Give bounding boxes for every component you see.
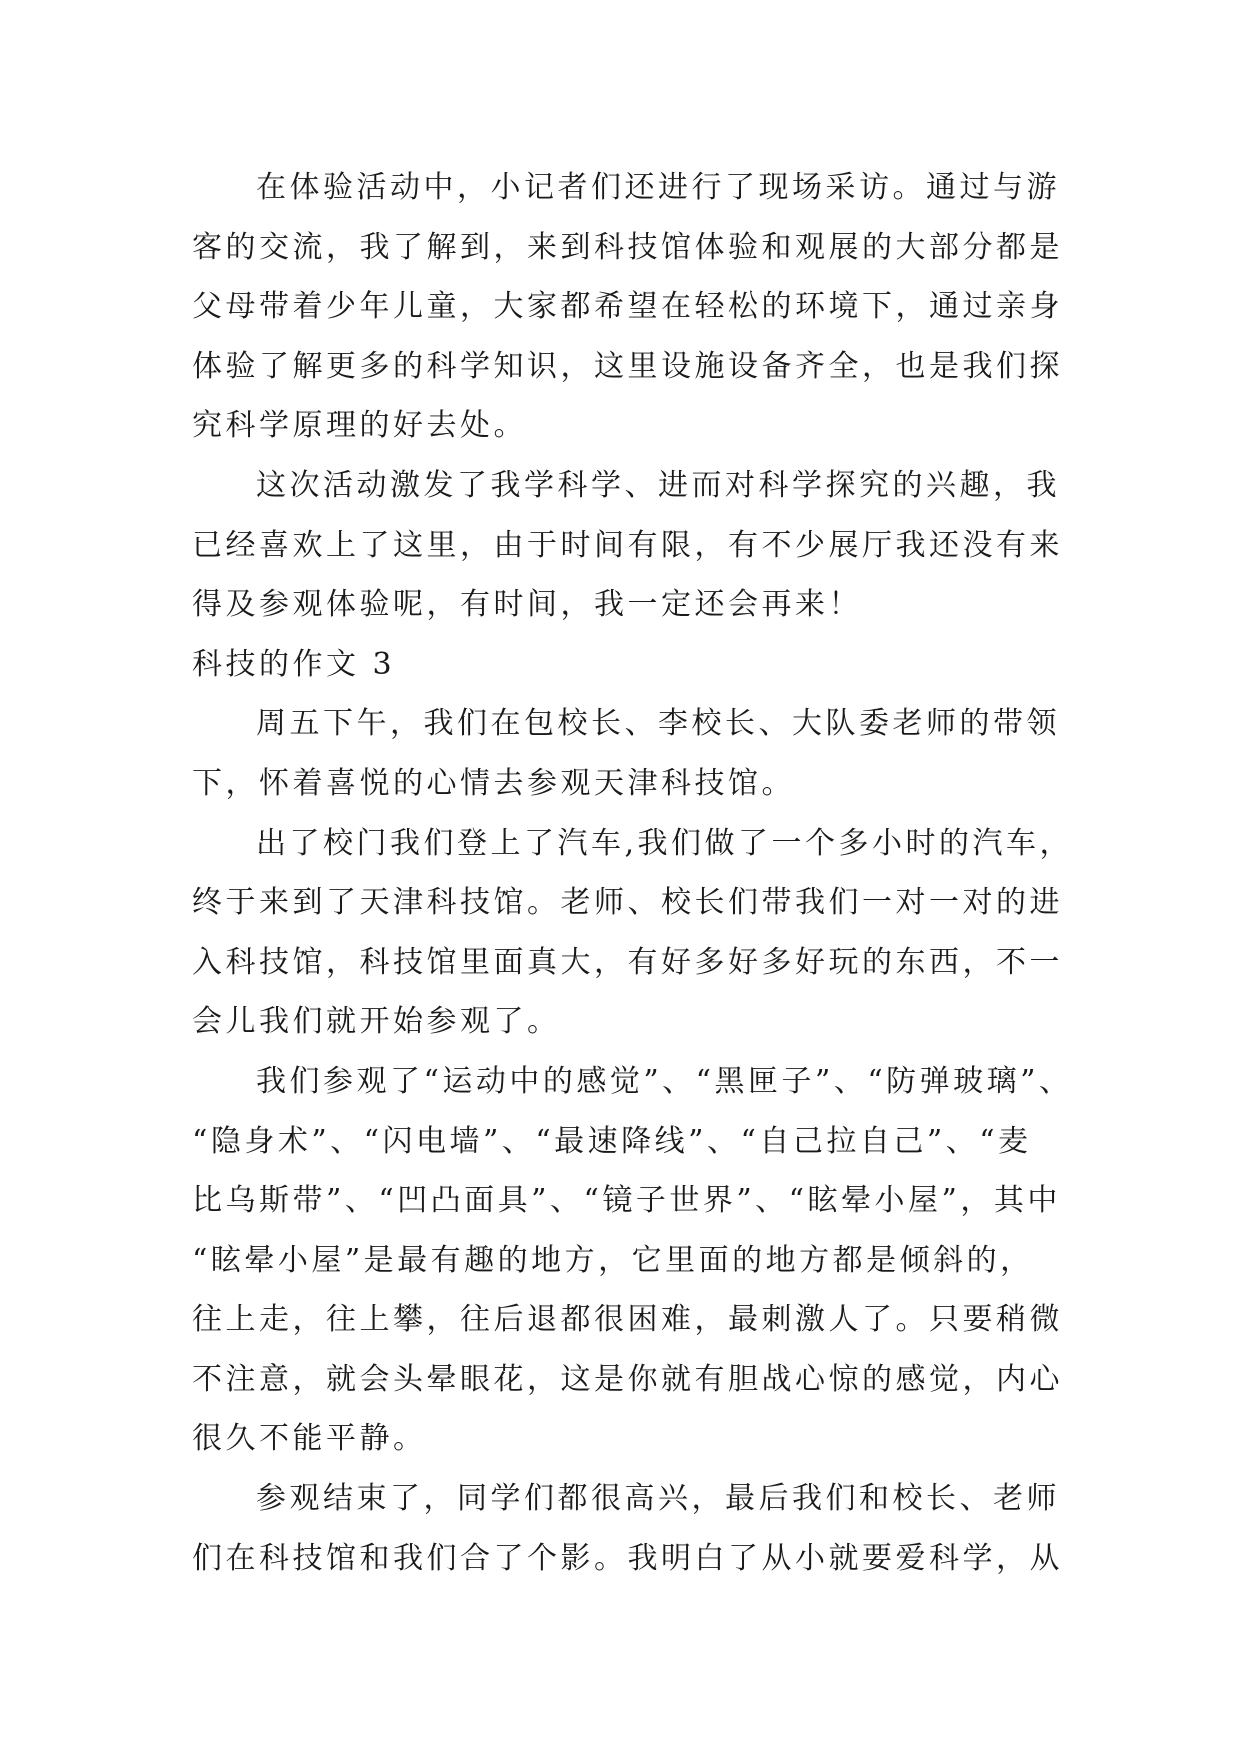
paragraph <box>192 694 1060 813</box>
text-line: 参观结束了，同学们都很高兴，最后我们和校长、老师 <box>256 1481 1060 1517</box>
text-line: 终于来到了天津科技馆。老师、校长们带我们一对一对的进 <box>192 885 1063 921</box>
text-line: “眩晕小屋”是最有趣的地方，它里面的地方都是倾斜的， <box>192 1242 1034 1278</box>
text-line: 很久不能平静。 <box>192 1421 427 1457</box>
paragraph <box>192 158 1063 456</box>
text-line: 究科学原理的好去处。 <box>192 408 527 444</box>
document-body <box>192 158 1074 1588</box>
text-line: 出了校门我们登上了汽车,我们做了一个多小时的汽车， <box>256 825 1074 861</box>
text-line: “隐身术”、“闪电墙”、“最速降线”、“自己拉自己”、“麦 <box>192 1123 1032 1159</box>
text-line: 会儿我们就开始参观了。 <box>192 1004 561 1040</box>
heading-text: 科技的作文 3 <box>192 646 396 682</box>
text-line: 体验了解更多的科学知识，这里设施设备齐全，也是我们探 <box>192 348 1063 384</box>
paragraph <box>192 814 1074 1052</box>
text-line: 已经喜欢上了这里，由于时间有限，有不少展厅我还没有来 <box>192 527 1063 563</box>
text-line: 我们参观了“运动中的感觉”、“黑匣子”、“防弹玻璃”、 <box>256 1063 1073 1099</box>
text-line: 在体验活动中，小记者们还进行了现场采访。通过与游 <box>256 170 1060 205</box>
text-line: 这次活动激发了我学科学、进而对科学探究的兴趣，我 <box>256 467 1060 503</box>
paragraph <box>192 1469 1063 1588</box>
text-line: 客的交流，我了解到，来到科技馆体验和观展的大部分都是 <box>192 229 1063 265</box>
text-line: 们在科技馆和我们合了个影。我明白了从小就要爱科学，从 <box>192 1540 1063 1576</box>
text-line: 比乌斯带”、“凹凸面具”、“镜子世界”、“眩晕小屋”，其中 <box>192 1183 1061 1219</box>
text-line: 下，怀着喜悦的心情去参观天津科技馆。 <box>192 765 795 801</box>
paragraph <box>192 1052 1073 1469</box>
section-heading <box>192 635 1052 695</box>
text-line: 周五下午，我们在包校长、李校长、大队委老师的带领 <box>256 706 1060 742</box>
text-line: 得及参观体验呢，有时间，我一定还会再来！ <box>192 587 862 623</box>
text-line: 不注意，就会头晕眼花，这是你就有胆战心惊的感觉，内心 <box>192 1361 1063 1397</box>
text-line: 往上走，往上攀，往后退都很困难，最刺激人了。只要稍微 <box>192 1302 1063 1338</box>
text-line: 父母带着少年儿童，大家都希望在轻松的环境下，通过亲身 <box>192 289 1063 325</box>
paragraph <box>192 456 1063 635</box>
text-line: 入科技馆，科技馆里面真大，有好多好多好玩的东西，不一 <box>192 944 1063 980</box>
